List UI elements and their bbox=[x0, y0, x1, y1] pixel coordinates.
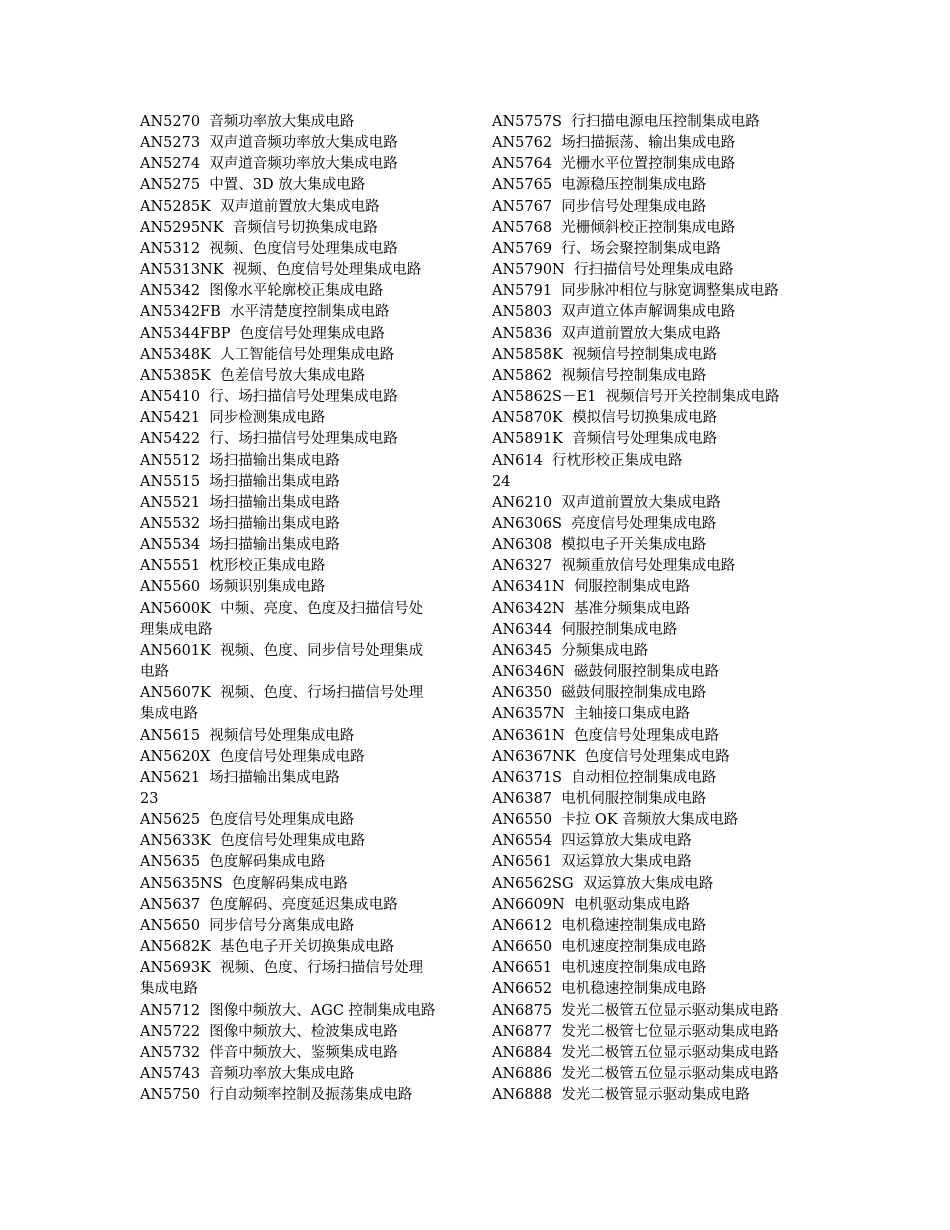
ic-list-entry: AN5521 场扫描输出集成电路 bbox=[140, 494, 340, 511]
ic-list-entry: AN5620X 色度信号处理集成电路 bbox=[140, 748, 365, 765]
ic-list-entry: AN5421 同步检测集成电路 bbox=[140, 410, 326, 427]
ic-list-entry: AN5615 视频信号处理集成电路 bbox=[140, 727, 355, 744]
ic-list-entry: AN5532 场扫描输出集成电路 bbox=[140, 515, 340, 532]
ic-list-entry: AN6884 发光二极管五位显示驱动集成电路 bbox=[492, 1044, 779, 1061]
ic-list-entry: AN6361N 色度信号处理集成电路 bbox=[492, 727, 719, 744]
ic-list-entry: AN5635NS 色度解码集成电路 bbox=[140, 875, 348, 892]
ic-list-entry: AN6875 发光二极管五位显示驱动集成电路 bbox=[492, 1002, 779, 1019]
ic-list-entry: AN5722 图像中频放大、检波集成电路 bbox=[140, 1023, 398, 1040]
ic-list-entry: AN6562SG 双运算放大集成电路 bbox=[492, 875, 714, 892]
ic-list-entry: AN5270 音频功率放大集成电路 bbox=[140, 114, 355, 130]
ic-list-entry: AN5285K 双声道前置放大集成电路 bbox=[140, 198, 380, 215]
ic-list-entry: AN6651 电机速度控制集成电路 bbox=[492, 960, 707, 977]
ic-list-entry: AN5601K 视频、色度、同步信号处理集成 bbox=[140, 642, 424, 659]
ic-list-entry: AN5344FBP 色度信号处理集成电路 bbox=[140, 325, 385, 342]
ic-list-entry: AN6344 伺服控制集成电路 bbox=[492, 621, 678, 638]
ic-list-entry: AN5712 图像中频放大、AGC 控制集成电路 bbox=[140, 1002, 436, 1019]
ic-list-entry: AN5836 双声道前置放大集成电路 bbox=[492, 325, 721, 342]
ic-list-entry: AN5767 同步信号处理集成电路 bbox=[492, 198, 707, 215]
right-column bbox=[492, 112, 810, 1106]
ic-list-entry: AN5635 色度解码集成电路 bbox=[140, 854, 326, 871]
ic-list-entry: AN6612 电机稳速控制集成电路 bbox=[492, 917, 707, 934]
ic-list-entry: AN5757S 行扫描电源电压控制集成电路 bbox=[492, 114, 760, 130]
ic-list-entry: AN5512 场扫描输出集成电路 bbox=[140, 452, 340, 469]
ic-list-entry: AN6367NK 色度信号处理集成电路 bbox=[492, 748, 730, 765]
ic-list-entry: AN5870K 模拟信号切换集成电路 bbox=[492, 410, 718, 427]
ic-list-entry: AN5633K 色度信号处理集成电路 bbox=[140, 833, 366, 850]
ic-list-entry: AN5743 音频功率放大集成电路 bbox=[140, 1066, 355, 1083]
ic-list-entry: AN6650 电机速度控制集成电路 bbox=[492, 939, 707, 956]
ic-list-entry: AN5637 色度解码、亮度延迟集成电路 bbox=[140, 896, 398, 913]
ic-list-entry: AN5312 视频、色度信号处理集成电路 bbox=[140, 240, 398, 257]
ic-list-entry: 集成电路 bbox=[140, 706, 198, 723]
ic-list-entry: AN5891K 音频信号处理集成电路 bbox=[492, 431, 718, 448]
ic-list-entry: AN6341N 伺服控制集成电路 bbox=[492, 579, 690, 596]
ic-list-entry: AN5803 双声道立体声解调集成电路 bbox=[492, 304, 736, 321]
ic-list-entry: AN5607K 视频、色度、行场扫描信号处理 bbox=[140, 685, 424, 702]
ic-list-entry: AN6561 双运算放大集成电路 bbox=[492, 854, 692, 871]
ic-list-entry: AN5515 场扫描输出集成电路 bbox=[140, 473, 340, 490]
ic-list-entry: AN5600K 中频、亮度、色度及扫描信号处 bbox=[140, 600, 424, 617]
ic-list-entry: AN5862 视频信号控制集成电路 bbox=[492, 367, 707, 384]
ic-list-entry: AN5560 场频识别集成电路 bbox=[140, 579, 326, 596]
ic-list-entry: AN5275 中置、3D 放大集成电路 bbox=[140, 177, 366, 194]
ic-list-entry: AN6550 卡拉 OK 音频放大集成电路 bbox=[492, 812, 739, 829]
ic-list-entry: AN5762 场扫描振荡、输出集成电路 bbox=[492, 135, 736, 152]
ic-list-entry: AN5862S－E1 视频信号开关控制集成电路 bbox=[492, 389, 780, 406]
ic-list-entry: AN6346N 磁鼓伺服控制集成电路 bbox=[492, 664, 719, 681]
ic-list-entry: AN6357N 主轴接口集成电路 bbox=[492, 706, 690, 723]
ic-list-entry: AN5790N 行扫描信号处理集成电路 bbox=[492, 262, 734, 279]
ic-list-entry: AN5551 枕形校正集成电路 bbox=[140, 558, 326, 575]
ic-list-entry: AN6306S 亮度信号处理集成电路 bbox=[492, 515, 717, 532]
ic-list-entry: AN5750 行自动频率控制及振荡集成电路 bbox=[140, 1087, 413, 1104]
ic-list-entry: AN5693K 视频、色度、行场扫描信号处理 bbox=[140, 960, 424, 977]
ic-list-entry: AN6371S 自动相位控制集成电路 bbox=[492, 769, 717, 786]
ic-list-entry: 电路 bbox=[140, 664, 169, 681]
ic-list-entry: AN5313NK 视频、色度信号处理集成电路 bbox=[140, 262, 422, 279]
ic-list-entry: AN5348K 人工智能信号处理集成电路 bbox=[140, 346, 395, 363]
ic-list-entry: AN6350 磁鼓伺服控制集成电路 bbox=[492, 685, 707, 702]
ic-list-entry: AN5768 光栅倾斜校正控制集成电路 bbox=[492, 219, 736, 236]
ic-list-entry: AN5410 行、场扫描信号处理集成电路 bbox=[140, 389, 398, 406]
ic-list-entry: AN5385K 色差信号放大集成电路 bbox=[140, 367, 366, 384]
left-column bbox=[140, 112, 458, 1106]
ic-list-entry: AN5650 同步信号分离集成电路 bbox=[140, 917, 355, 934]
ic-list-entry: AN6652 电机稳速控制集成电路 bbox=[492, 981, 707, 998]
ic-list-entry: AN5621 场扫描输出集成电路 bbox=[140, 769, 340, 786]
ic-list-entry: AN5625 色度信号处理集成电路 bbox=[140, 812, 355, 829]
ic-list-entry: AN614 行枕形校正集成电路 bbox=[492, 452, 683, 469]
ic-list-entry: AN6888 发光二极管显示驱动集成电路 bbox=[492, 1087, 750, 1104]
ic-list-entry: AN5422 行、场扫描信号处理集成电路 bbox=[140, 431, 398, 448]
ic-list-entry: AN6886 发光二极管五位显示驱动集成电路 bbox=[492, 1066, 779, 1083]
ic-list-entry: AN5295NK 音频信号切换集成电路 bbox=[140, 219, 378, 236]
ic-list-entry: AN5342 图像水平轮廓校正集成电路 bbox=[140, 283, 384, 300]
ic-list-entry: AN6554 四运算放大集成电路 bbox=[492, 833, 692, 850]
page-number: 23 bbox=[140, 791, 159, 807]
ic-list-entry: AN5858K 视频信号控制集成电路 bbox=[492, 346, 718, 363]
ic-list-entry: AN5274 双声道音频功率放大集成电路 bbox=[140, 156, 398, 173]
ic-list-entry: AN5682K 基色电子开关切换集成电路 bbox=[140, 939, 395, 956]
ic-list-entry: AN6609N 电机驱动集成电路 bbox=[492, 896, 690, 913]
ic-list-entry: AN5764 光栅水平位置控制集成电路 bbox=[492, 156, 736, 173]
ic-list-entry: 集成电路 bbox=[140, 981, 198, 998]
ic-list-entry: AN6387 电机伺服控制集成电路 bbox=[492, 791, 707, 807]
ic-list-entry: AN6327 视频重放信号处理集成电路 bbox=[492, 558, 736, 575]
ic-list-entry: AN5732 伴音中频放大、鉴频集成电路 bbox=[140, 1044, 398, 1061]
ic-list-entry: AN5342FB 水平清楚度控制集成电路 bbox=[140, 304, 390, 321]
page-number: 24 bbox=[492, 473, 511, 490]
ic-list-entry: AN5765 电源稳压控制集成电路 bbox=[492, 177, 707, 194]
ic-list-entry: AN6345 分频集成电路 bbox=[492, 642, 649, 659]
ic-list-entry: AN6342N 基准分频集成电路 bbox=[492, 600, 690, 617]
ic-list-entry: AN6308 模拟电子开关集成电路 bbox=[492, 537, 707, 554]
ic-list-entry: AN5791 同步脉冲相位与脉宽调整集成电路 bbox=[492, 283, 779, 300]
ic-list-entry: 理集成电路 bbox=[140, 621, 213, 638]
ic-list-entry: AN5769 行、场会聚控制集成电路 bbox=[492, 240, 721, 257]
ic-list-entry: AN5534 场扫描输出集成电路 bbox=[140, 537, 340, 554]
ic-list-entry: AN5273 双声道音频功率放大集成电路 bbox=[140, 135, 398, 152]
ic-list-entry: AN6877 发光二极管七位显示驱动集成电路 bbox=[492, 1023, 779, 1040]
ic-list-entry: AN6210 双声道前置放大集成电路 bbox=[492, 494, 721, 511]
